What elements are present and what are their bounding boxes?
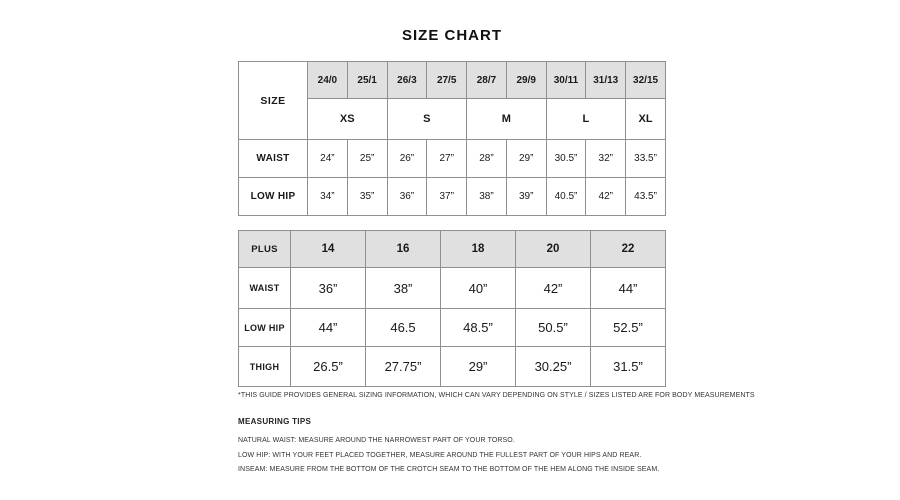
numeric-size-cell: 27/5 — [427, 62, 467, 99]
row-label-waist: WAIST — [239, 140, 308, 178]
measurement-cell: 26.5” — [291, 347, 366, 387]
measurement-cell: 24” — [308, 140, 348, 178]
measurement-cell: 43.5” — [626, 178, 666, 216]
numeric-size-cell: 29/9 — [506, 62, 546, 99]
measurement-cell: 40.5” — [546, 178, 586, 216]
numeric-size-cell: 25/1 — [347, 62, 387, 99]
measurement-cell: 27.75” — [366, 347, 441, 387]
measurement-cell: 38” — [467, 178, 507, 216]
measurement-cell: 38” — [366, 268, 441, 309]
row-label-low-hip: LOW HIP — [239, 309, 291, 347]
measurement-cell: 42” — [516, 268, 591, 309]
measuring-tips-heading: MEASURING TIPS — [238, 417, 312, 426]
measurement-cell: 36” — [291, 268, 366, 309]
plus-table-corner-label: PLUS — [239, 231, 291, 268]
numeric-size-cell: 32/15 — [626, 62, 666, 99]
measurement-cell: 42” — [586, 178, 626, 216]
measurement-cell: 44” — [591, 268, 666, 309]
measurement-cell: 28” — [467, 140, 507, 178]
size-table-corner-label: SIZE — [239, 62, 308, 140]
letter-size-cell: XS — [308, 99, 388, 140]
measurement-cell: 40” — [441, 268, 516, 309]
plus-size-cell: 18 — [441, 231, 516, 268]
numeric-size-cell: 31/13 — [586, 62, 626, 99]
letter-size-cell: L — [546, 99, 626, 140]
plus-size-cell: 16 — [366, 231, 441, 268]
plus-size-cell: 14 — [291, 231, 366, 268]
row-label-low-hip: LOW HIP — [239, 178, 308, 216]
row-label-thigh: THIGH — [239, 347, 291, 387]
measurement-cell: 35” — [347, 178, 387, 216]
plus-size-cell: 20 — [516, 231, 591, 268]
measuring-tip-inseam: INSEAM: MEASURE FROM THE BOTTOM OF THE CROTCH SEAM TO THE BOTTOM OF THE HEM ALONG THE INSIDE SEAM. — [238, 466, 660, 473]
measurement-cell: 30.5” — [546, 140, 586, 178]
size-table — [238, 61, 666, 216]
measurement-cell: 34” — [308, 178, 348, 216]
measurement-cell: 29” — [441, 347, 516, 387]
measurement-cell: 32” — [586, 140, 626, 178]
measurement-cell: 37” — [427, 178, 467, 216]
measurement-cell: 50.5” — [516, 309, 591, 347]
measurement-cell: 25” — [347, 140, 387, 178]
measurement-cell: 31.5” — [591, 347, 666, 387]
page-title: SIZE CHART — [402, 27, 502, 44]
measurement-cell: 46.5 — [366, 309, 441, 347]
measurement-cell: 36” — [387, 178, 427, 216]
letter-size-cell: XL — [626, 99, 666, 140]
measurement-cell: 26” — [387, 140, 427, 178]
numeric-size-cell: 24/0 — [308, 62, 348, 99]
letter-size-cell: S — [387, 99, 467, 140]
measurement-cell: 33.5” — [626, 140, 666, 178]
numeric-size-cell: 30/11 — [546, 62, 586, 99]
measurement-cell: 48.5” — [441, 309, 516, 347]
measuring-tip-natural-waist: NATURAL WAIST: MEASURE AROUND THE NARROWEST PART OF YOUR TORSO. — [238, 437, 515, 444]
measuring-tips-list — [238, 434, 659, 478]
numeric-size-cell: 26/3 — [387, 62, 427, 99]
sizing-footnote: *THIS GUIDE PROVIDES GENERAL SIZING INFORMATION, WHICH CAN VARY DEPENDING ON STYLE / SIZES LISTED ARE FOR BODY MEASUREMENTS — [238, 392, 755, 399]
letter-size-cell: M — [467, 99, 547, 140]
measurement-cell: 29” — [506, 140, 546, 178]
numeric-size-cell: 28/7 — [467, 62, 507, 99]
measurement-cell: 52.5” — [591, 309, 666, 347]
measurement-cell: 44” — [291, 309, 366, 347]
measurement-cell: 39” — [506, 178, 546, 216]
row-label-waist: WAIST — [239, 268, 291, 309]
plus-size-cell: 22 — [591, 231, 666, 268]
measurement-cell: 27” — [427, 140, 467, 178]
plus-size-table — [238, 230, 666, 387]
measuring-tip-low-hip: LOW HIP: WITH YOUR FEET PLACED TOGETHER, MEASURE AROUND THE FULLEST PART OF YOUR HIPS AND REAR. — [238, 451, 642, 459]
measurement-cell: 30.25” — [516, 347, 591, 387]
